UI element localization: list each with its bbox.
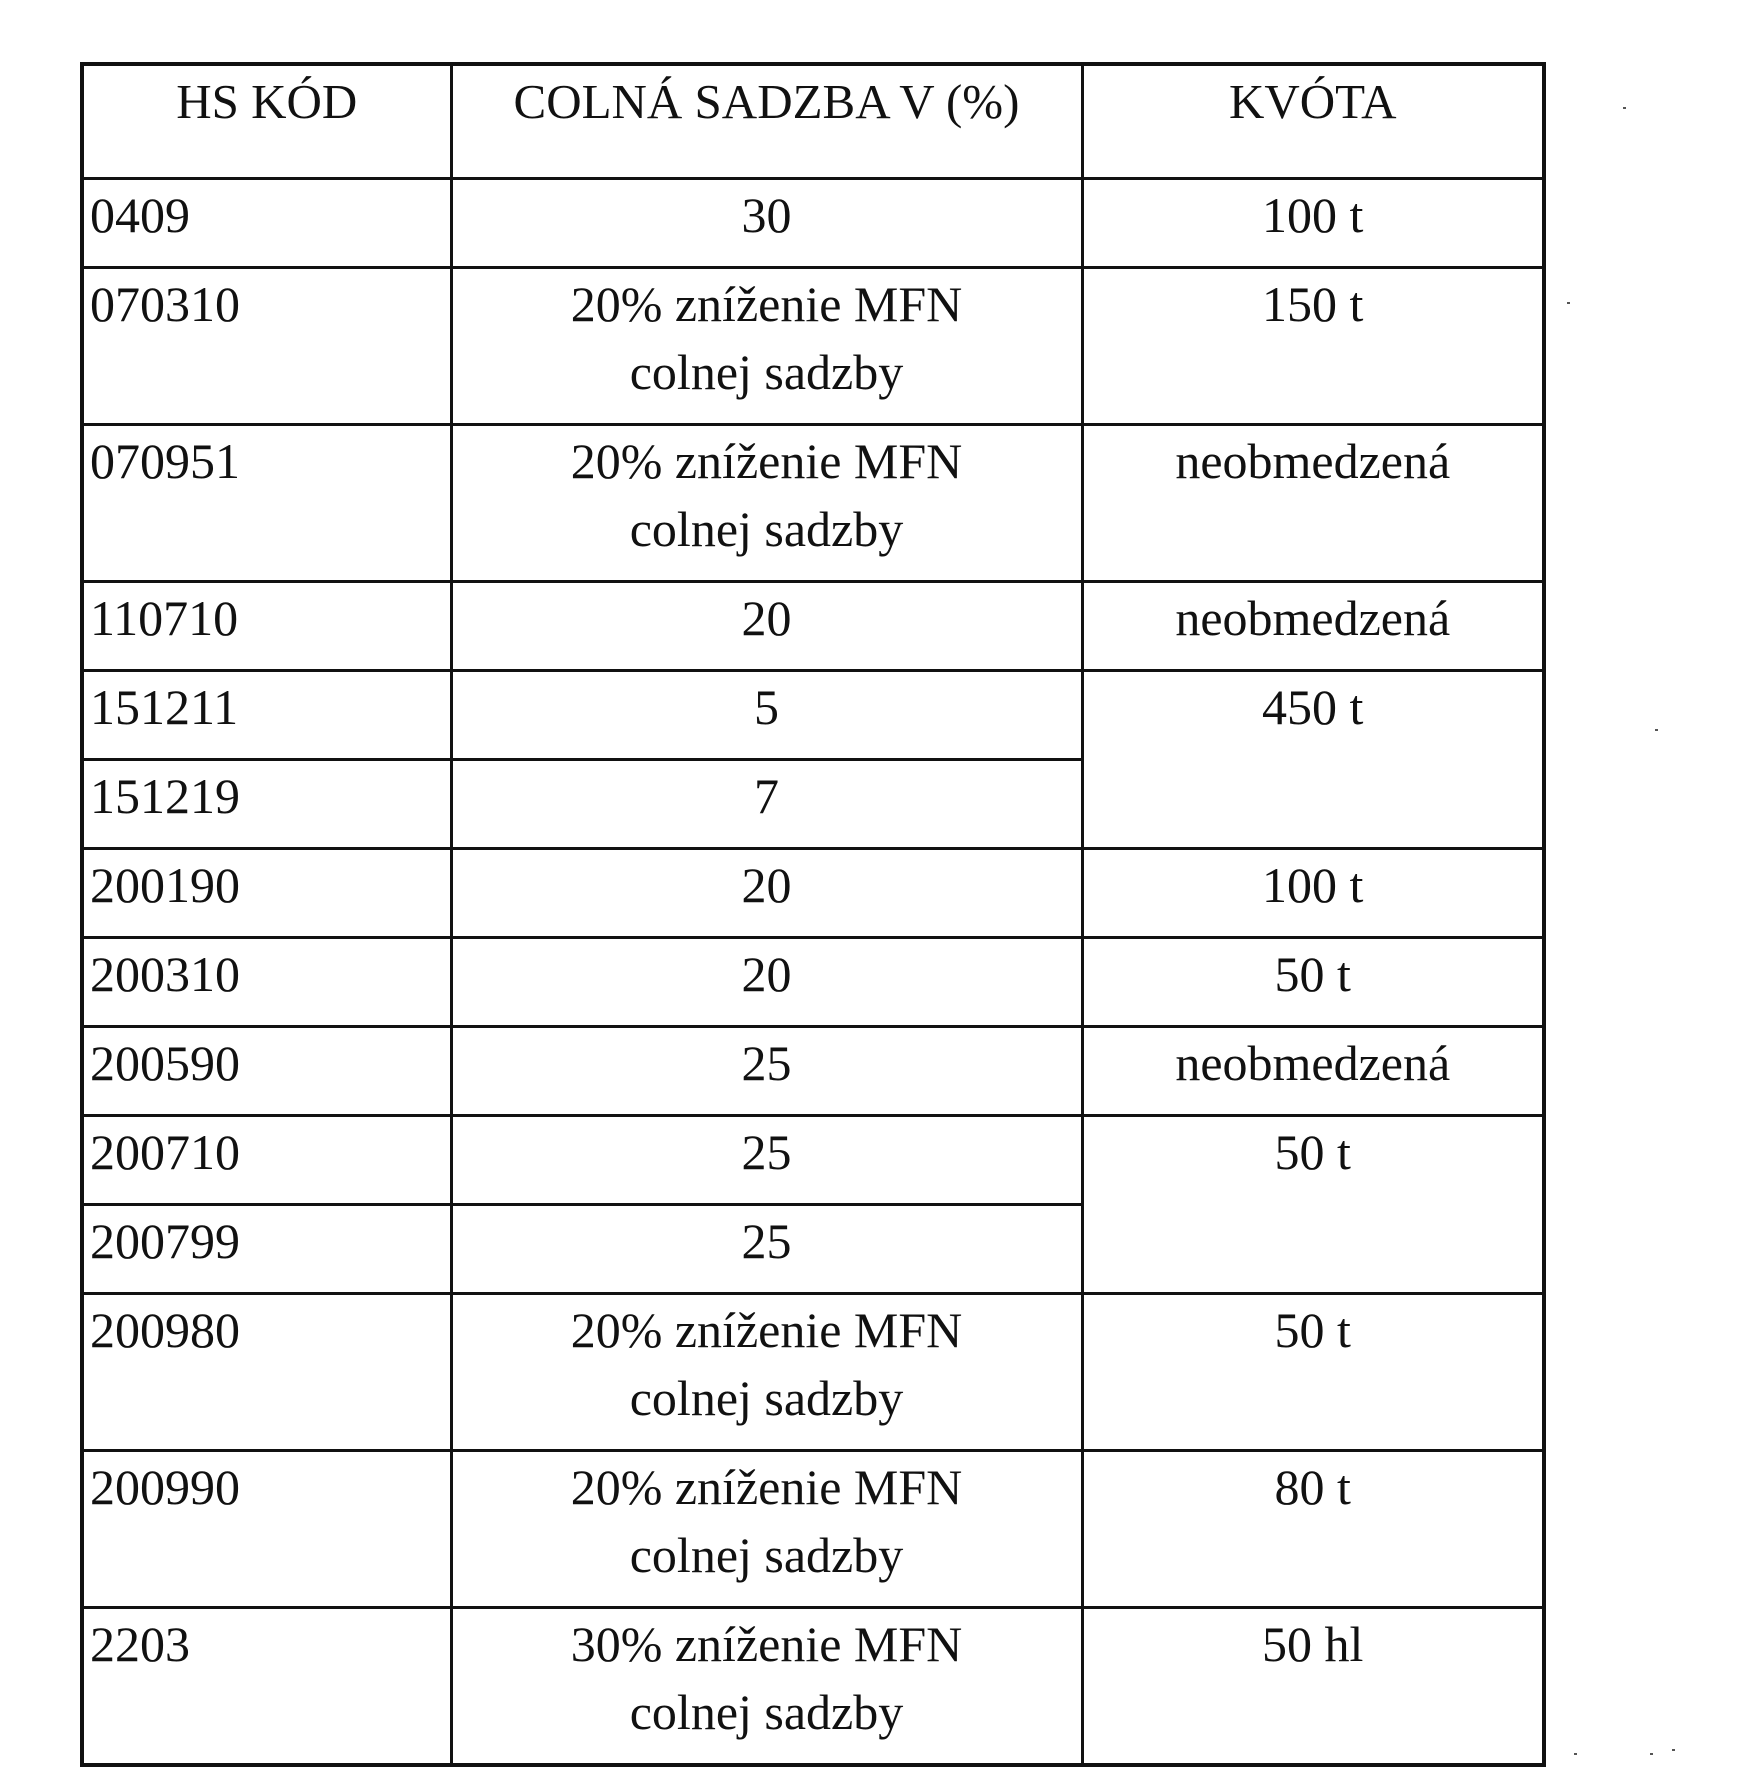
tariff-rate-line: 30% zníženie MFN (570, 1616, 963, 1672)
tariff-rate-cell (451, 671, 1082, 760)
table-row (82, 849, 1544, 938)
tariff-rate-line: 20 (741, 857, 792, 913)
hs-code-cell: 151219 (82, 760, 451, 849)
tariff-rate-cell (451, 1608, 1082, 1766)
table-row (82, 1608, 1544, 1766)
tariff-rate-cell (451, 582, 1082, 671)
header-row (82, 64, 1544, 179)
tariff-rate-line: 20% zníženie MFN (570, 433, 963, 489)
tariff-rate-cell (451, 849, 1082, 938)
tariff-rate-cell (451, 1294, 1082, 1451)
tariff-rate-cell (451, 938, 1082, 1027)
quota-cell: neobmedzená (1082, 425, 1544, 582)
tariff-rate-line: 20% zníženie MFN (570, 1302, 963, 1358)
tariff-rate-line: 20 (741, 590, 792, 646)
hs-code-cell: 200590 (82, 1027, 451, 1116)
quota-cell: 50 hl (1082, 1608, 1544, 1766)
tariff-rate-line: 25 (741, 1035, 792, 1091)
header-tariff-rate: COLNÁ SADZBA V (%) (451, 64, 1082, 179)
table-row (82, 1027, 1544, 1116)
tariff-rate-cell (451, 425, 1082, 582)
tariff-rate-line: 25 (741, 1213, 792, 1269)
tariff-rate-line: colnej sadzby (629, 501, 904, 557)
tariff-rate-cell (451, 1451, 1082, 1608)
tariff-rate-cell (451, 1205, 1082, 1294)
table-row (82, 268, 1544, 425)
tariff-rate-line: colnej sadzby (629, 1684, 904, 1740)
tariff-rate-line: colnej sadzby (629, 344, 904, 400)
hs-code-cell: 2203 (82, 1608, 451, 1766)
quota-cell: 50 t (1082, 938, 1544, 1027)
hs-code-cell: 110710 (82, 582, 451, 671)
tariff-rate-cell (451, 179, 1082, 268)
hs-code-cell: 200710 (82, 1116, 451, 1205)
quota-cell: 150 t (1082, 268, 1544, 425)
tariff-rate-line: 25 (741, 1124, 792, 1180)
hs-code-cell: 200310 (82, 938, 451, 1027)
scan-speck (1567, 302, 1570, 304)
scan-speck (1655, 729, 1658, 731)
table-row (82, 1294, 1544, 1451)
hs-code-cell: 0409 (82, 179, 451, 268)
table-row (82, 582, 1544, 671)
hs-code-cell: 070951 (82, 425, 451, 582)
quota-cell: 80 t (1082, 1451, 1544, 1608)
table-row (82, 1116, 1544, 1205)
tariff-rate-line: 20% zníženie MFN (570, 276, 963, 332)
table-row (82, 1451, 1544, 1608)
tariff-rate-cell (451, 268, 1082, 425)
tariff-rate-line: 20 (741, 946, 792, 1002)
hs-code-cell: 070310 (82, 268, 451, 425)
quota-cell: neobmedzená (1082, 582, 1544, 671)
scan-speck (1623, 107, 1626, 109)
hs-code-cell: 200990 (82, 1451, 451, 1608)
quota-cell: 50 t (1082, 1294, 1544, 1451)
table-body (82, 179, 1544, 1766)
table-row (82, 179, 1544, 268)
table-row (82, 425, 1544, 582)
header-hs-code: HS KÓD (82, 64, 451, 179)
quota-cell: 450 t (1082, 671, 1544, 849)
table-row (82, 938, 1544, 1027)
scan-speck (1574, 1753, 1577, 1755)
quota-cell: 100 t (1082, 849, 1544, 938)
quota-cell: 100 t (1082, 179, 1544, 268)
tariff-rate-line: colnej sadzby (629, 1370, 904, 1426)
hs-code-cell: 200190 (82, 849, 451, 938)
quota-cell: 50 t (1082, 1116, 1544, 1294)
tariff-rate-cell (451, 760, 1082, 849)
tariff-quota-table (80, 62, 1546, 1767)
quota-cell: neobmedzená (1082, 1027, 1544, 1116)
tariff-rate-line: 5 (754, 679, 779, 735)
tariff-rate-cell (451, 1116, 1082, 1205)
tariff-rate-line: 7 (754, 768, 779, 824)
tariff-rate-line: 20% zníženie MFN (570, 1459, 963, 1515)
hs-code-cell: 200799 (82, 1205, 451, 1294)
header-quota: KVÓTA (1082, 64, 1544, 179)
scan-speck (1672, 1749, 1675, 1751)
tariff-rate-line: 30 (741, 187, 792, 243)
tariff-rate-cell (451, 1027, 1082, 1116)
hs-code-cell: 151211 (82, 671, 451, 760)
hs-code-cell: 200980 (82, 1294, 451, 1451)
scan-speck (1650, 1753, 1653, 1755)
table-row (82, 671, 1544, 760)
tariff-rate-line: colnej sadzby (629, 1527, 904, 1583)
